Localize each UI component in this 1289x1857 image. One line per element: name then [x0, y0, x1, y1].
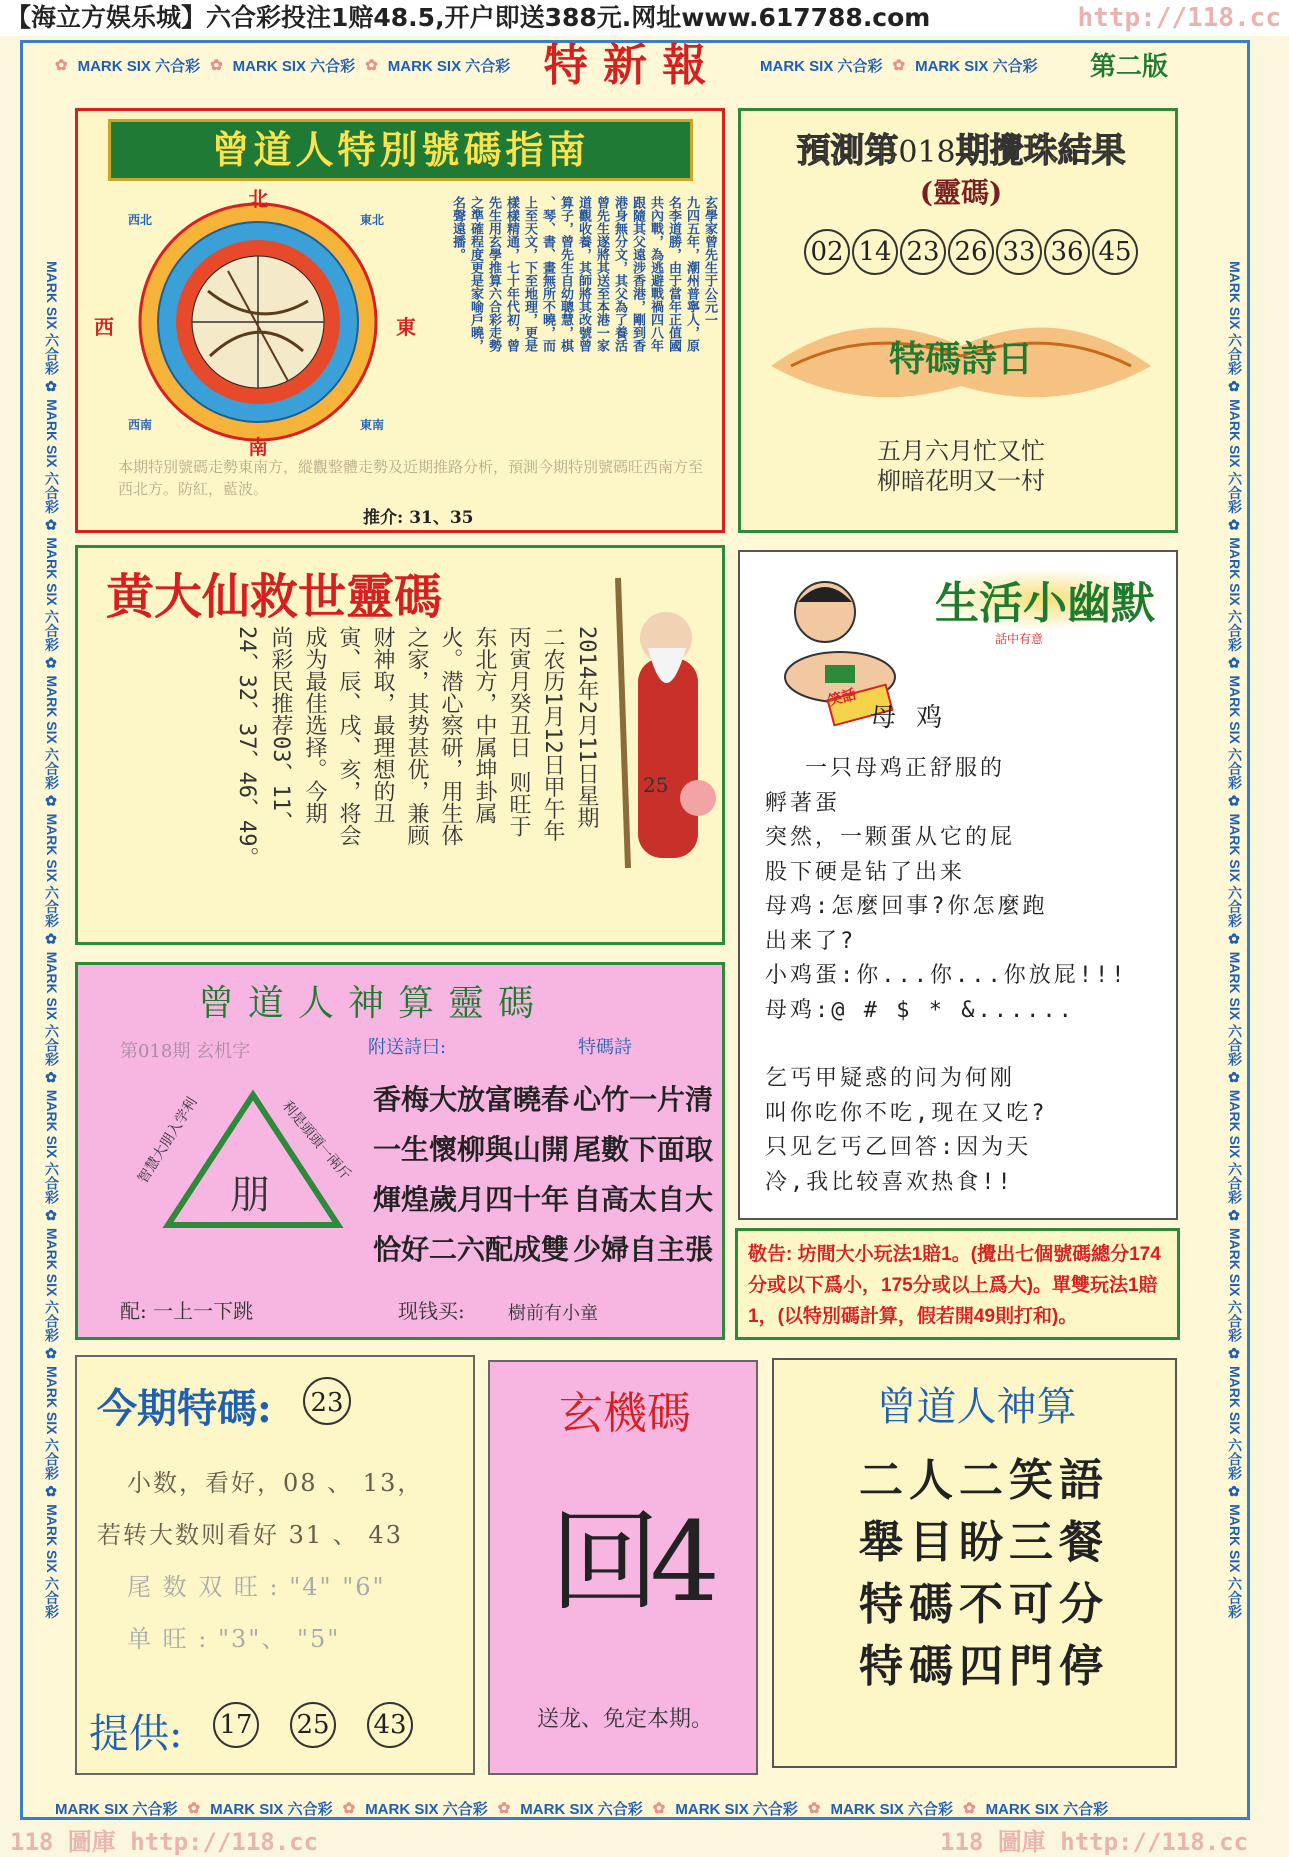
- flower-icon: ✿: [55, 57, 68, 74]
- header-brand-strip-left: ✿ MARK SIX 六合彩 ✿ MARK SIX 六合彩 ✿ MARK SIX 六合彩: [55, 57, 511, 75]
- flower-icon: ✿: [210, 57, 223, 74]
- compass-diagram: [94, 187, 418, 459]
- zeng-ling-poem-label: 附送詩曰:: [368, 1037, 447, 1058]
- huang-panel: [75, 545, 725, 945]
- xuanji-glyph: 回4: [550, 1498, 710, 1626]
- compass-sw: 西南: [128, 418, 153, 432]
- zeng-ling-footer-left: 配: 一上一下跳: [120, 1299, 254, 1323]
- predict-ball: 14: [852, 229, 898, 275]
- zeng-ling-poem-right: 心竹一片清 尾數下面取 自高太自大 少婦自主張: [573, 1083, 714, 1266]
- immortal-figure-image: [598, 568, 718, 898]
- side-brand-strip-right: MARK SIX 六合彩 ✿ MARK SIX 六合彩 ✿ MARK SIX 六合彩 ✿ MARK SIX 六合彩 ✿ MARK SIX 六合彩 ✿ MARK SIX 六合彩 ✿ MARK SIX 六合彩 ✿ MARK SIX 六合彩 ✿ MARK SIX 六合彩 ✿ MARK SIX 六合彩: [1227, 261, 1243, 1619]
- humor-sign: 笑話: [826, 686, 858, 710]
- xuanji-title: 玄機碼: [559, 1388, 691, 1439]
- predict-ball: 23: [900, 229, 946, 275]
- compass-se: 東南: [360, 418, 385, 432]
- special-main-ball: 23: [303, 1377, 351, 1425]
- top-banner-text: 【海立方娱乐城】六合彩投注1赔48.5,开户即送388元.网址www.617788.com: [6, 3, 931, 32]
- xuanji-footer: 送龙、免定本期。: [536, 1707, 713, 1732]
- provide-ball: 43: [367, 1702, 413, 1748]
- footer-brand-strip: MARK SIX 六合彩 ✿ MARK SIX 六合彩 ✿ MARK SIX 六合彩 ✿ MARK SIX 六合彩 ✿ MARK SIX 六合彩 ✿ MARK SIX 六合彩 ✿ MARK SIX 六合彩: [55, 1800, 1109, 1818]
- notice-text: 敬告: 坊間大小玩法1賠1。(攪出七個號碼總分174分或以下爲小，175分或以上爲大)。單雙玩法1賠1，(以特別碼計算，假若開49則打和)。: [748, 1244, 1161, 1327]
- huang-badge: 25: [643, 773, 669, 797]
- zeng-shen-lines: 二人二笑語 舉目盼三餐 特碼不可分 特碼四門停: [859, 1455, 1109, 1692]
- zeng-ling-title: 曾道人神算靈碼: [198, 983, 549, 1024]
- zeng-ling-footer-right: 现钱买:: [398, 1299, 465, 1323]
- guide-biography: 玄學家曾先生于公元一 九四五年，潮州普寧人，原 名李道勝，由于當年正值國 共內戰，為逃避戰禍四八年 跟隨其父遠涉香港，剛到香 港身無分文，其父為了養活 曾先生遂將其送至本港一家 道觀收養，其師將其改號曾 算子，曾先生自幼聰慧，棋 、琴、書、畫無所不曉，而 上至天文，下至地理，更是 樣樣精通，七十年代初，曾 先生用玄學推算六合彩走勢 之準確程度更是家喻戶曉， 名聲遠播。: [450, 196, 717, 352]
- special-title: 今期特碼:: [97, 1385, 272, 1432]
- triangle-right-text: 利是頭頭一兩斤: [278, 1097, 354, 1184]
- humor-title: 生活小幽默: [925, 567, 1165, 631]
- zeng-ling-issue: 第018期 玄机字: [120, 1041, 251, 1062]
- predict-ball: 36: [1044, 229, 1090, 275]
- special-panel: [75, 1355, 475, 1775]
- newspaper-title: 特 新 報: [543, 40, 707, 91]
- predict-ball: 02: [804, 229, 850, 275]
- predict-poem-label: 特碼詩日: [888, 339, 1033, 380]
- guide-panel: [75, 108, 725, 533]
- triangle-left-text: 智慧大朋入学利: [135, 1094, 201, 1187]
- footer-watermark-right: 118 圖庫 http://118.cc: [940, 1828, 1249, 1856]
- compass-north: 北: [248, 187, 268, 211]
- compass-west: 西: [94, 315, 114, 339]
- zeng-ling-panel: [75, 962, 725, 1340]
- predict-ball: 45: [1092, 229, 1138, 275]
- zeng-ling-footer-right-value: 樹前有小童: [508, 1303, 598, 1324]
- header-brand-strip-right: MARK SIX 六合彩 ✿ MARK SIX 六合彩: [760, 57, 1038, 75]
- predict-panel: [738, 108, 1178, 533]
- special-provide-balls: [212, 1702, 414, 1748]
- guide-note: 本期特別號碼走勢東南方，縱觀整體走勢及近期推路分析，預測今期特別號碼旺西南方至西北方。防紅，藍波。: [118, 458, 704, 498]
- zeng-ling-poem-left: 香梅大放富曉春 一生懷柳與山開 煇煌歲月四十年 恰好二六配成雙: [373, 1083, 570, 1266]
- compass-ne: 東北: [360, 213, 385, 227]
- guide-title: 曾道人特別號碼指南: [108, 119, 693, 181]
- zeng-shen-panel: [772, 1358, 1177, 1768]
- compass-nw: 西北: [128, 213, 153, 227]
- predict-poem: 五月六月忙又忙 柳暗花明又一村: [877, 437, 1045, 495]
- provide-ball: 17: [213, 1702, 259, 1748]
- xuanji-panel: [488, 1360, 758, 1775]
- predict-title: 預測第018期攪珠結果: [796, 131, 1126, 171]
- predict-ball: 33: [996, 229, 1042, 275]
- provide-ball: 25: [290, 1702, 336, 1748]
- notice-panel: [735, 1228, 1180, 1340]
- humor-panel: [738, 550, 1178, 1220]
- huang-text: 2014年2月11日星期 二农历1月12日甲午年 丙寅月癸丑日 则旺于 东北方，中属坤卦属 火。潜心察研，用生体 之家，其势甚优，兼顾 财神取，最理想的丑 寅、辰、戌、亥，将会 成为最佳选择。今期 尚彩民推荐03、11、 24、32、37、46、49。: [234, 626, 599, 869]
- predict-subtitle: (靈碼): [919, 176, 1003, 209]
- humor-story: 一只母鸡正舒服的 孵著蛋 突然，一颗蛋从它的屁 股下硬是钻了出来 母鸡:怎麼回事?你怎麼跑 出来了? 小鸡蛋:你...你...你放屁!!! 母鸡:@ # $ * &...... 乞丐甲疑惑的问为何刚 叫你吃你不吃,现在又吃? 只见乞丐乙回答:因为天 冷,我比较喜欢热食!!: [765, 756, 1128, 1195]
- triangle-char: 朋: [230, 1172, 270, 1218]
- predict-balls: [781, 229, 1161, 275]
- footer-watermark-left: 118 圖庫 http://118.cc: [10, 1828, 319, 1856]
- humor-subtitle: 話中有意: [995, 632, 1044, 646]
- side-brand-strip-left: MARK SIX 六合彩 ✿ MARK SIX 六合彩 ✿ MARK SIX 六合彩 ✿ MARK SIX 六合彩 ✿ MARK SIX 六合彩 ✿ MARK SIX 六合彩 ✿ MARK SIX 六合彩 ✿ MARK SIX 六合彩 ✿ MARK SIX 六合彩 ✿ MARK SIX 六合彩: [44, 261, 60, 1619]
- guide-recommend: 推介: 31、35: [363, 508, 474, 528]
- zeng-shen-title: 曾道人神算: [876, 1384, 1077, 1430]
- flower-icon: ✿: [892, 57, 906, 74]
- special-provide-label: 提供:: [89, 1711, 183, 1757]
- flower-icon: ✿: [365, 57, 378, 74]
- special-lines: 小数，看好，08 、 13， 若转大数则看好 31 、 43 尾 数 双 旺 : "4" "6" 单 旺 : "3"、 "5": [97, 1469, 424, 1653]
- compass-east: 東: [396, 315, 416, 339]
- compass-south: 南: [248, 435, 268, 459]
- zeng-ling-special-label: 特碼詩: [578, 1037, 632, 1058]
- top-watermark: http://118.cc: [1077, 3, 1281, 33]
- edition-label: 第二版: [1090, 52, 1169, 82]
- humor-story-title: 母 鸡: [870, 703, 949, 733]
- huang-title: 黄大仙救世靈碼: [106, 569, 443, 625]
- predict-ball: 26: [948, 229, 994, 275]
